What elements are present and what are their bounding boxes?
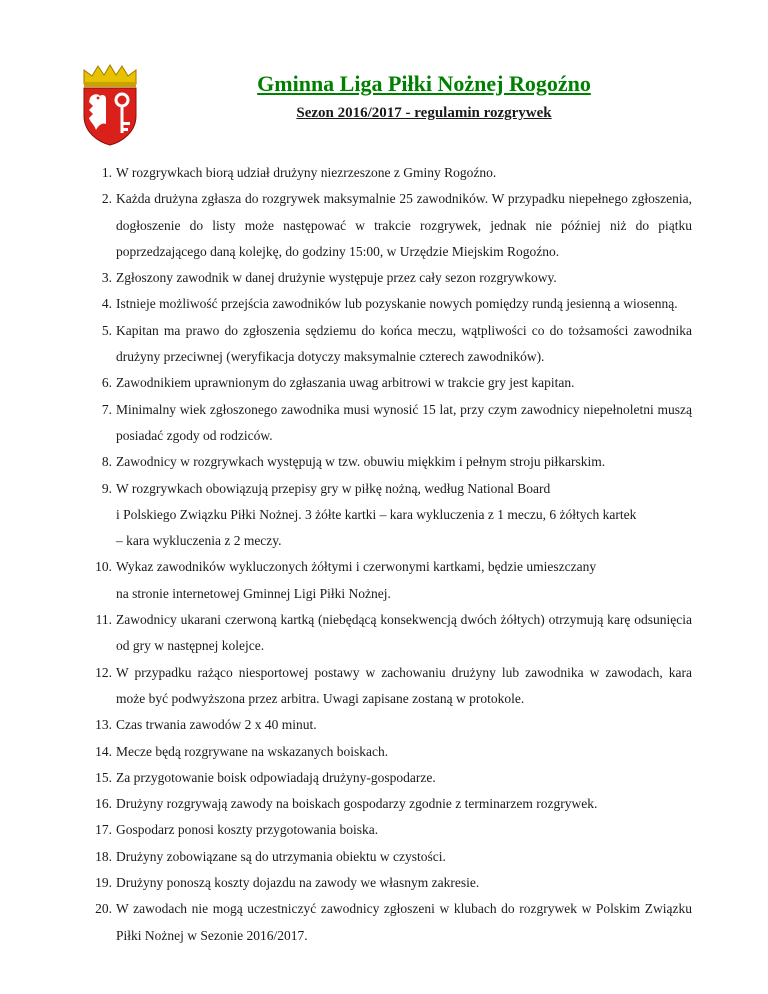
rule-text-line: Mecze będą rozgrywane na wskazanych boiskach.: [116, 743, 389, 759]
coat-of-arms-icon: [78, 64, 142, 146]
rule-text-line: Czas trwania zawodów 2 x 40 minut.: [116, 717, 317, 733]
rule-item: [86, 765, 692, 791]
rule-number: 3 .: [86, 265, 112, 291]
rule-number: 4 .: [86, 291, 112, 317]
rule-text: [116, 791, 692, 817]
rule-text: W zawodach nie mogą uczestniczyć zawodnicy zgłoszeni w klubach do rozgrywek w Polskim Związku Piłki Nożnej w Sezonie 2016/2017.: [116, 901, 692, 943]
rule-item: [86, 291, 692, 317]
rule-number: 6 .: [86, 370, 112, 396]
rule-text-line: W rozgrywkach biorą udział drużyny niezrzeszone z Gminy Rogoźno.: [116, 165, 497, 180]
rule-text-line: Zawodnikiem uprawnionym do zgłaszania uwag arbitrowi w trakcie gry jest kapitan.: [116, 375, 575, 391]
rule-item: [86, 739, 692, 765]
rule-item: [86, 660, 692, 713]
rule-item: [86, 817, 692, 843]
rule-number: 18 .: [86, 844, 112, 870]
rule-item: [86, 160, 692, 186]
rule-number: 15 .: [86, 765, 112, 791]
rule-item: [86, 318, 692, 371]
rule-number: 8 .: [86, 449, 112, 475]
rule-item: [86, 607, 692, 660]
rule-text: [116, 370, 692, 396]
rule-text-line: Drużyny ponoszą koszty dojazdu na zawody we własnym zakresie.: [116, 875, 480, 891]
rule-text: [116, 765, 692, 791]
rule-text-line: Za przygotowanie boisk odpowiadają drużyny-gospodarze.: [116, 769, 436, 785]
rule-item: [86, 896, 692, 949]
rule-text-line: – kara wykluczenia z 2 meczy.: [116, 533, 282, 549]
rule-text: [116, 817, 692, 843]
rule-item: [86, 844, 692, 870]
rule-text: [116, 160, 692, 186]
rule-text-line: Zgłoszony zawodnik w danej drużynie występuje przez cały sezon rozgrywkowy.: [116, 270, 557, 286]
rule-text: W przypadku rażąco niesportowej postawy w zachowaniu drużyny lub zawodnika w zawodach, kara może być podwyższona przez arbitra. Uwagi zapisane zostaną w protokole.: [116, 664, 692, 706]
rule-number: 11 .: [86, 607, 112, 633]
rule-text-line: na stronie internetowej Gminnej Ligi Piłki Nożnej.: [116, 585, 391, 601]
rule-number: 1 .: [86, 160, 112, 186]
rule-number: 2 .: [86, 186, 112, 212]
rule-item: [86, 370, 692, 396]
rule-number: 14 .: [86, 739, 112, 765]
rule-text-line: Wykaz zawodników wykluczonych żółtymi i czerwonymi kartkami, będzie umieszczany: [116, 559, 597, 575]
rule-number: 5 .: [86, 318, 112, 344]
rule-text-line: Zawodnicy w rozgrywkach występują w tzw. obuwiu miękkim i pełnym stroju piłkarskim.: [116, 454, 606, 470]
rule-item: [86, 265, 692, 291]
rule-number: 13 .: [86, 712, 112, 738]
rule-item: [86, 449, 692, 475]
rule-text: [116, 870, 692, 896]
rule-text-line: i Polskiego Związku Piłki Nożnej. 3 żółte kartki – kara wykluczenia z 1 meczu, 6 żółtych kartek: [116, 506, 637, 522]
rule-item: [86, 476, 692, 555]
rule-number: 20 .: [86, 896, 112, 922]
page-subtitle: Sezon 2016/2017 - regulamin rozgrywek: [296, 105, 552, 121]
rule-text: [116, 476, 692, 555]
rule-text: Kapitan ma prawo do zgłoszenia sędziemu do końca meczu, wątpliwości co do tożsamości zawodnika drużyny przeciwnej (weryfikacja dotyczy maksymalnie czterech zawodników).: [116, 322, 692, 365]
rule-item: [86, 554, 692, 607]
rule-item: [86, 397, 692, 450]
rule-number: 12 .: [86, 660, 112, 686]
rule-text-line: Drużyny rozgrywają zawody na boiskach gospodarzy zgodnie z terminarzem rozgrywek.: [116, 796, 598, 812]
rule-number: 17 .: [86, 817, 112, 843]
rule-text: [116, 712, 692, 738]
rule-text: [116, 844, 692, 870]
rule-text: Minimalny wiek zgłoszonego zawodnika musi wynosić 15 lat, przy czym zawodnicy niepełnoletni muszą posiadać zgody od rodziców.: [116, 401, 692, 443]
rule-text-line: Gospodarz ponosi koszty przygotowania boiska.: [116, 822, 379, 838]
rule-text: Zawodnicy ukarani czerwoną kartką (niebędącą konsekwencją dwóch żółtych) otrzymują karę odsunięcia od gry w następnej kolejce.: [116, 612, 692, 654]
rule-text: [116, 265, 692, 291]
rule-item: [86, 186, 692, 265]
rule-text: [116, 449, 692, 475]
rule-item: [86, 870, 692, 896]
page-title: Gminna Liga Piłki Nożnej Rogoźno: [257, 71, 591, 96]
rules-list: [86, 160, 692, 949]
rule-text: [116, 554, 692, 607]
rule-item: [86, 791, 692, 817]
rule-text-line: W rozgrywkach obowiązują przepisy gry w piłkę nożną, według National Board: [116, 480, 551, 496]
rule-text: Każda drużyna zgłasza do rozgrywek maksymalnie 25 zawodników. W przypadku niepełnego zgłoszenia, dogłoszenie do listy może następować w trakcie rozgrywek, jednak nie później niż do piątku poprzedzającego daną kolejkę, do godziny 15:00, w Urzędzie Miejskim Rogoźno.: [116, 191, 692, 259]
rule-number: 10 .: [86, 554, 112, 580]
rule-number: 19 .: [86, 870, 112, 896]
rule-text-line: Drużyny zobowiązane są do utrzymania obiektu w czystości.: [116, 848, 446, 864]
rule-number: 16 .: [86, 791, 112, 817]
rule-number: 7 .: [86, 397, 112, 423]
rule-text: [116, 739, 692, 765]
rule-number: 9 .: [86, 476, 112, 502]
rule-item: [86, 712, 692, 738]
rule-text: Istnieje możliwość przejścia zawodników lub pozyskanie nowych pomiędzy rundą jesienną a wiosenną.: [116, 296, 678, 312]
